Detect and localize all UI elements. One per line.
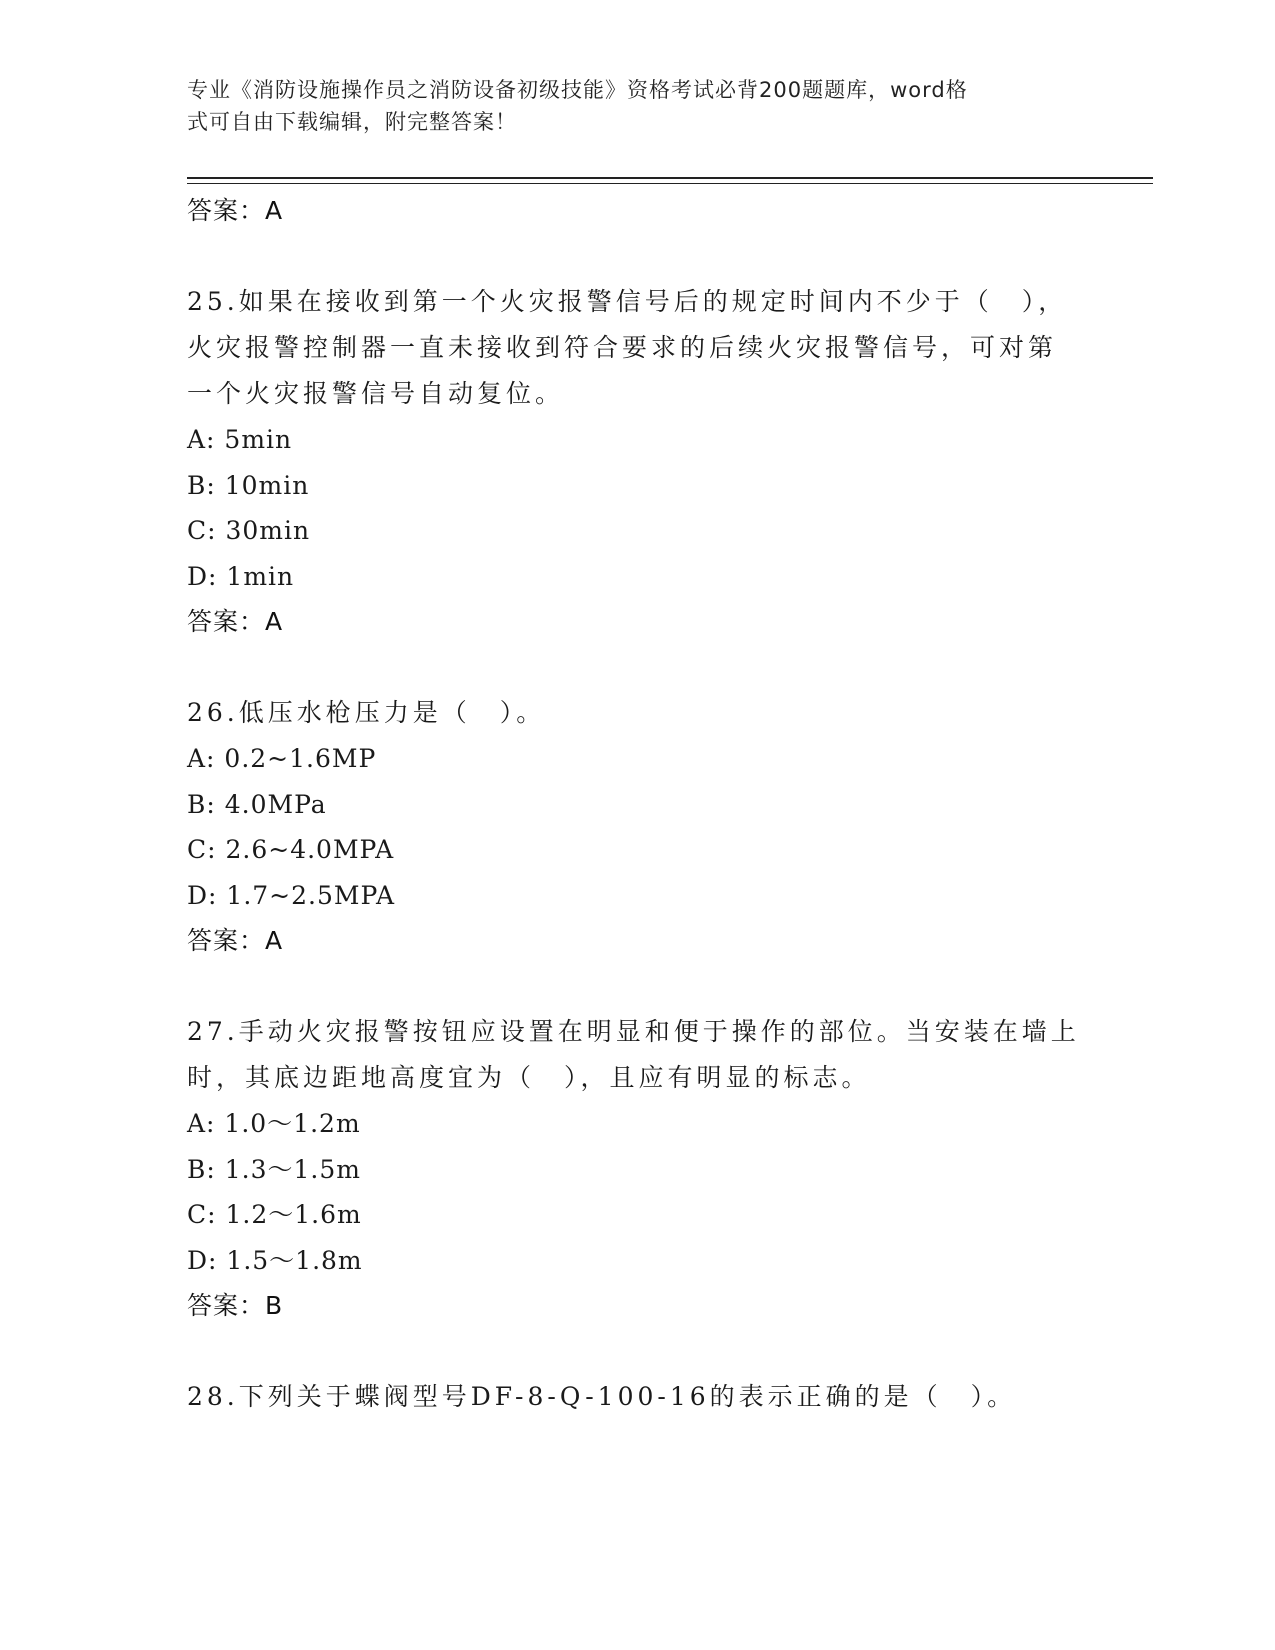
- answer: 答案：B: [187, 1291, 284, 1320]
- header-line-2: 式可自由下载编辑，附完整答案！: [187, 110, 517, 134]
- question-26: [187, 690, 1087, 963]
- question-stem-line: 28.下列关于蝶阀型号DF-8-Q-100-16的表示正确的是（ ）。: [187, 1382, 1017, 1411]
- question-stem-line: 25.如果在接收到第一个火灾报警信号后的规定时间内不少于（ ），: [187, 287, 1068, 316]
- question-25: [187, 279, 1087, 644]
- option-b: B: 10min: [187, 470, 310, 500]
- question-list: [187, 188, 1087, 1420]
- previous-answer: 答案：A: [187, 196, 284, 225]
- header-divider-thin: [187, 183, 1153, 184]
- document-header: [187, 74, 1067, 138]
- option-a: A: 0.2~1.6MP: [187, 744, 377, 773]
- option-a: A: 5min: [187, 425, 293, 454]
- option-c: C: 30min: [187, 516, 311, 545]
- header-divider: [187, 177, 1153, 179]
- option-d: D: 1.7~2.5MPA: [187, 880, 396, 910]
- option-a: A: 1.0～1.2m: [187, 1109, 361, 1138]
- question-stem-line: 一个火灾报警信号自动复位。: [187, 379, 565, 408]
- option-b: B: 4.0MPa: [187, 789, 327, 819]
- answer: 答案：A: [187, 607, 284, 636]
- option-c: C: 2.6~4.0MPA: [187, 835, 395, 864]
- answer: 答案：A: [187, 926, 284, 955]
- option-b: B: 1.3～1.5m: [187, 1154, 361, 1184]
- question-stem-line: 火灾报警控制器一直未接收到符合要求的后续火灾报警信号，可对第: [187, 333, 1058, 362]
- option-c: C: 1.2～1.6m: [187, 1200, 362, 1229]
- header-line-1: 专业《消防设施操作员之消防设备初级技能》资格考试必背200题题库，word格: [187, 78, 968, 102]
- option-d: D: 1.5～1.8m: [187, 1245, 363, 1275]
- question-28: [187, 1374, 1087, 1420]
- question-stem-line: 时，其底边距地高度宜为（ ），且应有明显的标志。: [187, 1063, 871, 1092]
- question-stem-line: 27.手动火灾报警按钮应设置在明显和便于操作的部位。当安装在墙上: [187, 1017, 1080, 1046]
- question-stem-line: 26.低压水枪压力是（ ）。: [187, 698, 546, 727]
- option-d: D: 1min: [187, 561, 295, 591]
- question-27: [187, 1009, 1087, 1328]
